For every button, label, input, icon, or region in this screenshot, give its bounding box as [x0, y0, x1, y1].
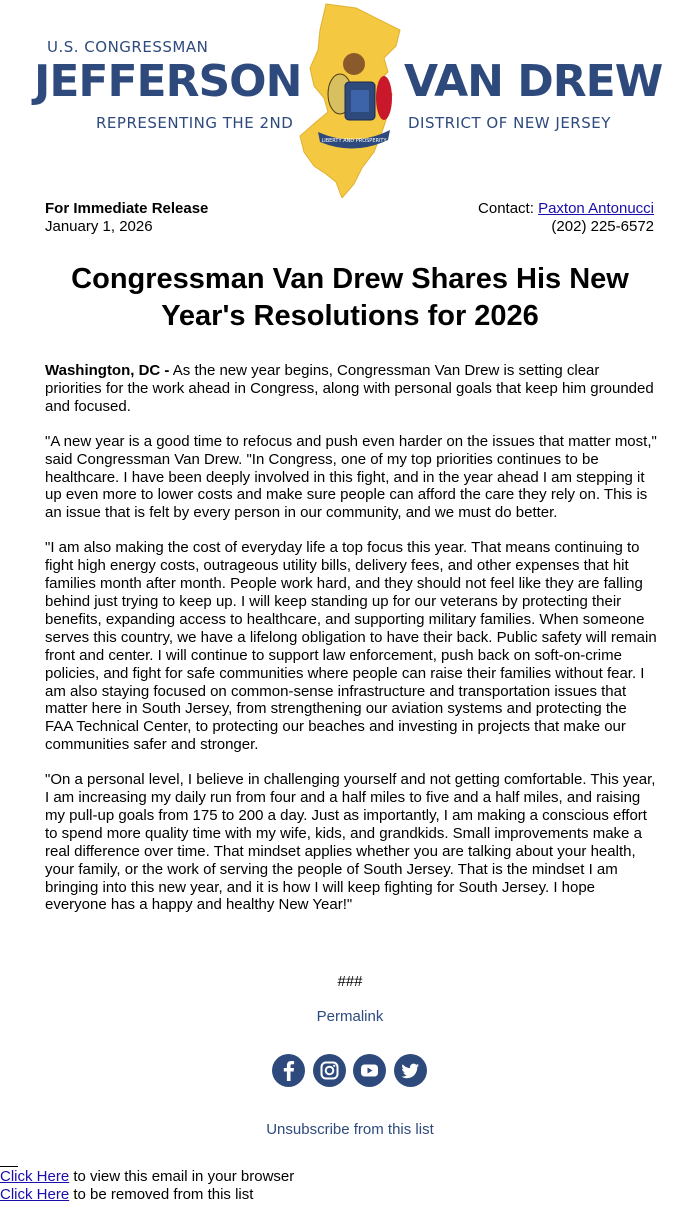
remove-from-list-link[interactable]: Click Here: [0, 1186, 70, 1203]
press-release-title: Congressman Van Drew Shares His New Year's Resolutions for 2026: [71, 263, 629, 332]
letterhead: [0, 0, 700, 200]
new-jersey-seal-logo: [296, 2, 406, 198]
body-paragraph-2: "A new year is a good time to refocus and push even harder on the issues that matter most," said Congressman Van Drew. "In Congress, one of my top priorities continues to be healthcare. I have been deeply involved in this fight, and in the year ahead I am stepping it up even more to lower costs and make sure people can afford the care they rely on. This is an issue that is felt by every person in our community, and we must do better.: [45, 432, 657, 522]
release-label: For Immediate Release: [45, 200, 209, 217]
header-first-name: JEFFERSON: [34, 56, 302, 107]
body-paragraph-3: "I am also making the cost of everyday life a top focus this year. That means continuing to fight high energy costs, outrageous utility bills, delivery fees, and other expenses that hit families month after month. People work hard, and they should not feel like they are falling behind just trying to keep up. I will keep standing up for our veterans by protecting their benefits, expanding access to healthcare, and supporting military families. When someone serves this country, we have a lifelong obligation to have their back. Public safety will remain front and center. I will continue to support law enforcement, push back on soft-on-crime policies, and fight for safe communities where people can raise their families without fear. I am also staying focused on common-sense infrastructure and transportation issues that matter here in South Jersey, from strengthening our aviation systems and protecting the FAA Technical Center, to protecting our beaches and investing in projects that make our communities safer and stronger.: [45, 539, 657, 754]
facebook-icon[interactable]: [272, 1054, 305, 1087]
footer-remove-line: [0, 1186, 253, 1204]
contact-label: Contact:: [478, 200, 534, 217]
header-last-name: VAN DREW: [404, 56, 663, 107]
social-links: [272, 1054, 432, 1088]
footer-divider: [0, 1166, 18, 1167]
youtube-icon[interactable]: [353, 1054, 386, 1087]
body-paragraph-1-text: As the new year begins, Congressman Van Drew is setting clear priorities for the work ahead in Congress, along with personal goals that keep him grounded and focused.: [45, 362, 654, 415]
view-in-browser-link[interactable]: Click Here: [0, 1168, 70, 1185]
instagram-icon[interactable]: [313, 1054, 346, 1087]
header-subtitle: U.S. CONGRESSMAN: [47, 38, 209, 56]
header-district-left: REPRESENTING THE 2ND: [96, 114, 294, 132]
press-release-body: [45, 362, 657, 931]
contact-phone: (202) 225-6572: [551, 218, 654, 235]
unsubscribe-link[interactable]: Unsubscribe from this list: [266, 1121, 434, 1138]
dateline: Washington, DC -: [45, 362, 170, 379]
release-date: January 1, 2026: [45, 218, 153, 235]
end-mark: ###: [337, 973, 363, 990]
footer-browser-line: [0, 1168, 294, 1186]
svg-text:LIBERTY AND PROSPERITY: LIBERTY AND PROSPERITY: [321, 138, 387, 144]
body-paragraph-1: [45, 362, 657, 416]
contact-name-link[interactable]: Paxton Antonucci: [538, 200, 654, 217]
twitter-icon[interactable]: [394, 1054, 427, 1087]
body-paragraph-4: "On a personal level, I believe in challenging yourself and not getting comfortable. This year, I am increasing my daily run from four and a half miles to five and a half miles, and raising my pull-up goals from 175 to 200 a day. Just as importantly, I am making a conscious effort to spend more quality time with my wife, kids, and grandkids. Small improvements make a real difference over time. That mindset applies whether you are talking about your health, your family, or the work of serving the people of South Jersey. That is the mindset I am bringing into this new year, and it is how I will keep fighting for South Jersey. I hope everyone has a happy and healthy New Year!": [45, 771, 656, 914]
remove-from-list-text: to be removed from this list: [69, 1186, 254, 1203]
permalink-link[interactable]: Permalink: [316, 1008, 384, 1025]
header-district-right: DISTRICT OF NEW JERSEY: [408, 114, 611, 132]
release-info: [45, 200, 208, 236]
contact-info: [478, 200, 654, 236]
view-in-browser-text: to view this email in your browser: [69, 1168, 295, 1185]
